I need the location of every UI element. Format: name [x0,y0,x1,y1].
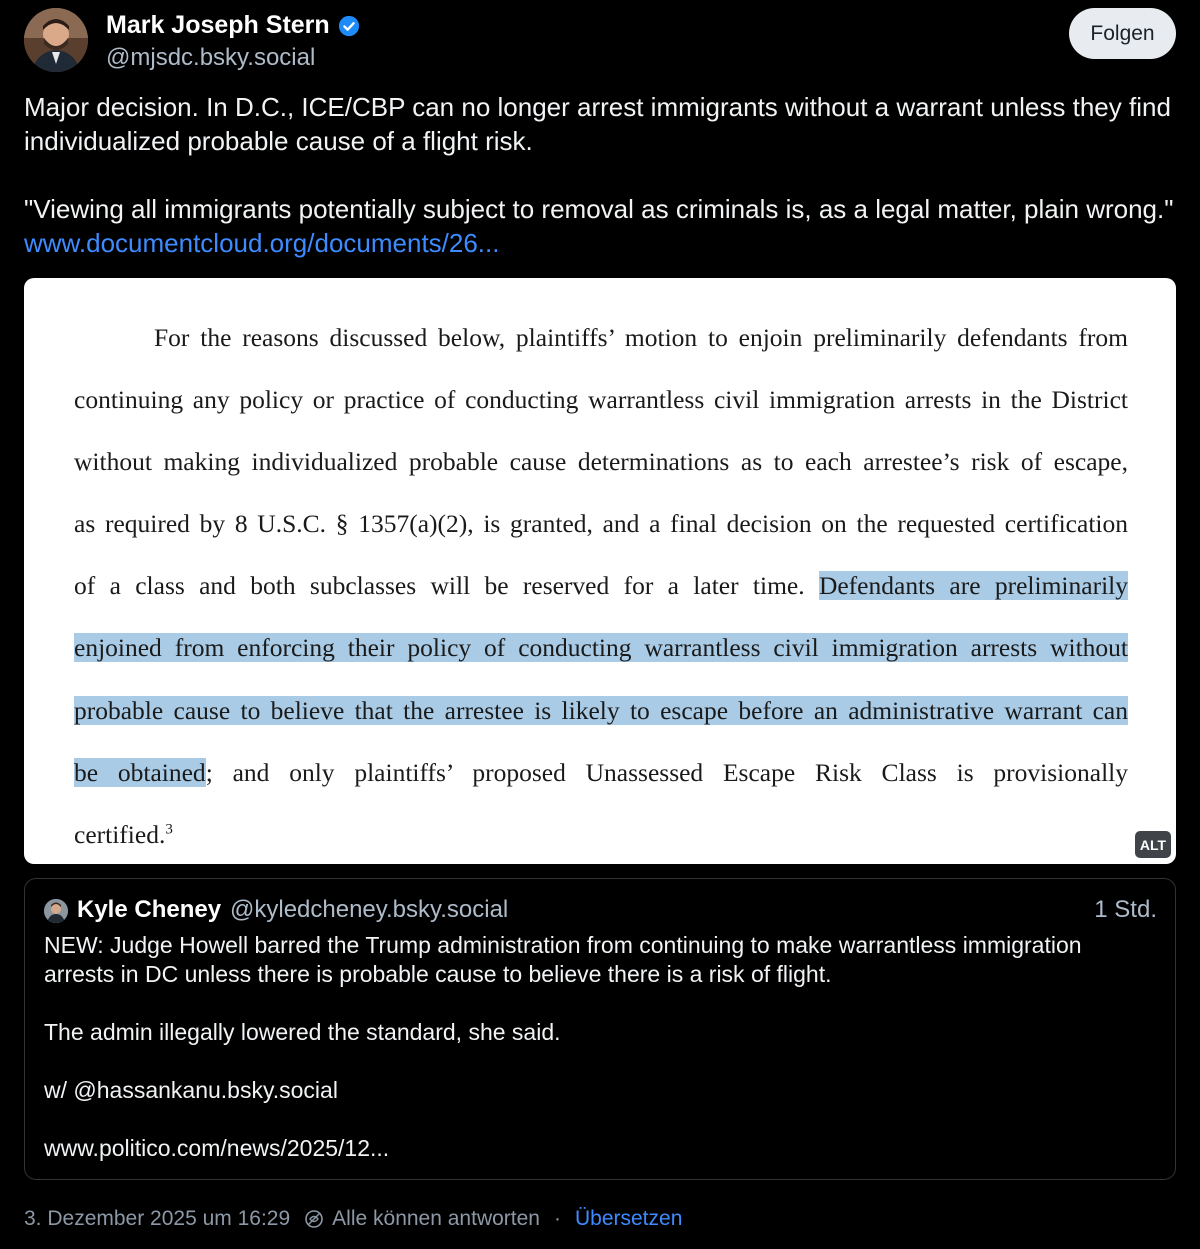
quote-text: "Viewing all immigrants potentially subject to removal as criminals is, as a legal matter, plain wrong." [24,194,1174,224]
quote-author-handle[interactable]: @kyledcheney.bsky.social [230,896,509,923]
reply-settings[interactable]: Alle können antworten [332,1207,540,1230]
doc-line-6-highlight: enjoined from enforcing their policy of conducting warrantless civil immigration arrests without [74,633,1128,662]
quote-paragraph-4: www.politico.com/news/2025/12... [44,1135,390,1161]
reply-settings-icon [304,1209,324,1229]
author-name-text[interactable]: Mark Joseph Stern [106,11,330,39]
post-date: 3. Dezember 2025 um 16:29 [24,1207,291,1230]
translate-link[interactable]: Übersetzen [574,1207,683,1230]
doc-line-1: For the reasons discussed below, plaintiffs’ motion to enjoin preliminarily defendants from [154,323,1128,352]
post-text [24,90,1174,294]
footnote-marker: 3 [165,821,173,838]
follow-button[interactable]: Folgen [1069,8,1176,59]
author-handle[interactable]: @mjsdc.bsky.social [106,44,316,71]
quote-timestamp: 1 Std. [1094,896,1157,923]
post-paragraph-2 [24,192,1174,260]
doc-line-8-highlight: be obtained [74,758,206,787]
quote-text-body [44,931,1154,1192]
alt-text-badge[interactable]: ALT [1135,831,1171,858]
doc-line-3: without making individualized probable cause determinations as to each arrestee’s risk of escape, [74,447,1128,476]
document-image[interactable] [24,278,1176,864]
quote-author-name[interactable]: Kyle Cheney [77,896,222,923]
quoted-post[interactable] [24,878,1176,1180]
doc-line-6 [74,633,1128,663]
quote-author-avatar[interactable] [44,899,68,923]
doc-line-5-plain: of a class and both subclasses will be reserved for a later time. [74,571,805,600]
quote-paragraph-2: The admin illegally lowered the standard, she said. [44,1019,561,1045]
doc-line-9 [74,820,1128,850]
quote-paragraph-1: NEW: Judge Howell barred the Trump administration from continuing to make warrantless immigration arrests in DC unless there is probable cause to believe there is a risk of flight. [44,932,1082,987]
post-meta [24,1207,682,1231]
doc-line-8-plain: ; and only plaintiffs’ proposed Unassessed Escape Risk Class is provisionally [205,758,1128,787]
post-paragraph-1: Major decision. In D.C., ICE/CBP can no longer arrest immigrants without a warrant unless they find individualized probable cause of a flight risk. [24,92,1171,156]
doc-line-4: as required by 8 U.S.C. § 1357(a)(2), is granted, and a final decision on the requested certification [74,509,1128,538]
doc-line-7 [74,696,1128,726]
doc-line-7-highlight: probable cause to believe that the arrestee is likely to escape before an administrative warrant can [74,696,1128,725]
doc-line-8 [74,758,1128,788]
documentcloud-link[interactable]: www.documentcloud.org/documents/26... [24,228,500,258]
doc-line-5 [74,571,1128,601]
author-name[interactable] [106,11,360,40]
doc-line-9-text: certified. [74,820,166,849]
meta-separator: · [553,1207,561,1230]
doc-line-5-highlight: Defendants are preliminarily [818,571,1128,600]
author-avatar[interactable] [24,8,88,72]
verified-badge-icon [338,15,360,37]
doc-line-2: continuing any policy or practice of conducting warrantless civil immigration arrests in the District [74,385,1128,414]
quote-paragraph-3: w/ @hassankanu.bsky.social [44,1077,338,1103]
